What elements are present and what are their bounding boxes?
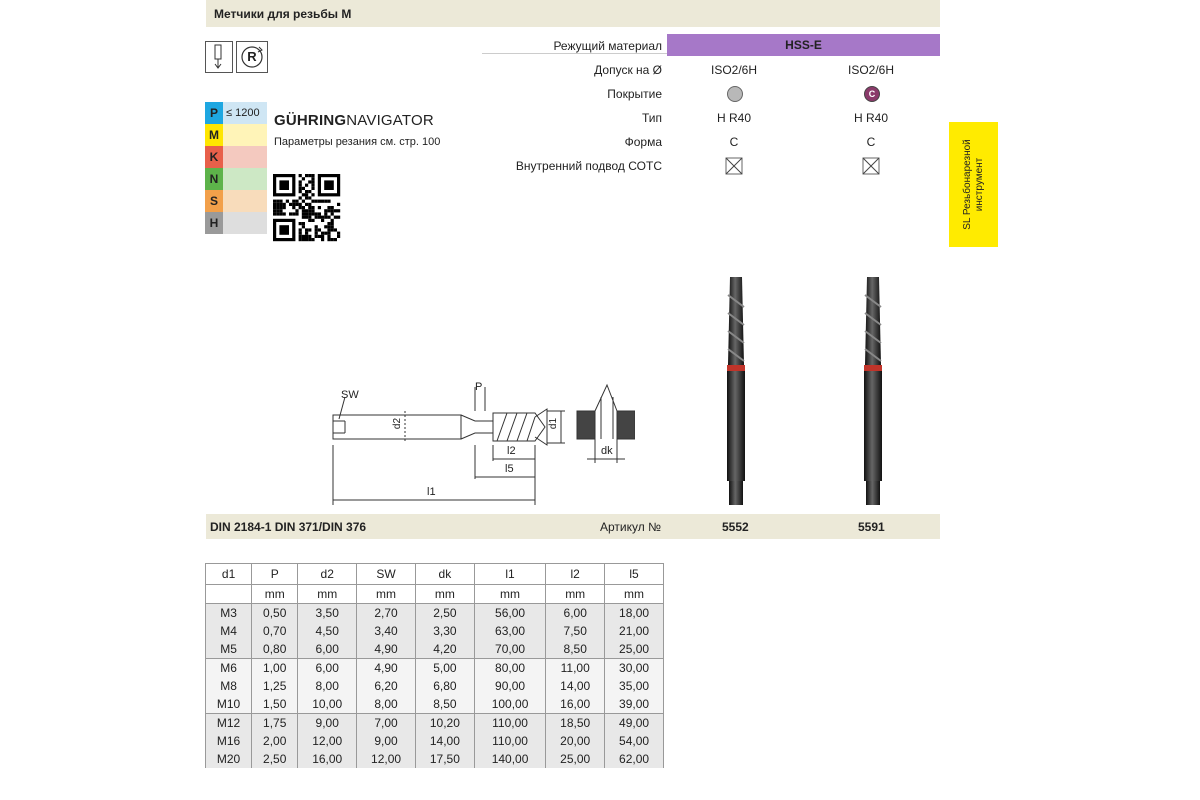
table-cell: 0,70 [252, 622, 298, 640]
table-cell: M6 [206, 659, 252, 678]
article-label: Артикул № [600, 520, 661, 534]
table-row [206, 659, 664, 678]
table-cell: 3,30 [415, 622, 474, 640]
material-group-p: P [205, 102, 223, 124]
table-cell: 21,00 [605, 622, 664, 640]
table-cell: 25,00 [546, 750, 605, 768]
label-dk: dk [601, 445, 613, 457]
navigator-brand-light: NAVIGATOR [346, 112, 434, 129]
table-cell: M10 [206, 695, 252, 714]
table-cell: 8,50 [546, 640, 605, 659]
table-cell: 2,70 [357, 604, 416, 623]
table-header-cell: l5 [605, 564, 664, 585]
col2-tolerance: ISO2/6H [847, 63, 895, 77]
cutting-params-note: Параметры резания см. стр. 100 [274, 136, 441, 148]
table-cell: M4 [206, 622, 252, 640]
category-side-tag [949, 122, 998, 247]
prop-type-label: Тип [641, 111, 662, 125]
table-cell: 35,00 [605, 677, 664, 695]
coating-c-icon [831, 87, 911, 111]
col1-form: C [729, 135, 739, 149]
table-cell: 39,00 [605, 695, 664, 714]
table-header-cell: d1 [206, 564, 252, 585]
table-cell: 54,00 [605, 732, 664, 750]
table-cell: 17,50 [415, 750, 474, 768]
table-cell: 140,00 [474, 750, 545, 768]
label-sw: SW [341, 389, 359, 401]
table-cell: 14,00 [415, 732, 474, 750]
table-header-cell: l1 [474, 564, 545, 585]
table-cell: 12,00 [298, 732, 357, 750]
table-header-row [206, 564, 664, 585]
prop-cutting-material-label: Режущий материал [553, 39, 662, 53]
label-p: P [475, 381, 483, 393]
table-cell: 5,00 [415, 659, 474, 678]
table-cell: 6,00 [298, 659, 357, 678]
table-cell: 110,00 [474, 732, 545, 750]
table-header-cell: d2 [298, 564, 357, 585]
no-coolant-icon [831, 159, 911, 183]
label-l1: l1 [427, 486, 436, 498]
table-cell: 4,90 [357, 640, 416, 659]
table-row [206, 604, 664, 623]
table-header-cell: mm [357, 585, 416, 604]
standards-label: DIN 2184-1 DIN 371/DIN 376 [210, 520, 367, 534]
table-cell: 49,00 [605, 714, 664, 733]
table-cell: M8 [206, 677, 252, 695]
table-header-cell: dk [415, 564, 474, 585]
table-row [206, 714, 664, 733]
table-cell: 1,75 [252, 714, 298, 733]
table-cell: 2,50 [252, 750, 298, 768]
table-cell: 4,20 [415, 640, 474, 659]
label-l2: l2 [507, 445, 516, 457]
table-cell: 9,00 [357, 732, 416, 750]
table-cell: 3,40 [357, 622, 416, 640]
props-col-1 [694, 63, 774, 183]
table-cell: 6,20 [357, 677, 416, 695]
col2-type: H R40 [853, 111, 888, 125]
tap-image-5591 [859, 275, 887, 510]
table-cell: M3 [206, 604, 252, 623]
table-cell: 62,00 [605, 750, 664, 768]
tap-dimension-drawing [325, 375, 635, 510]
table-cell: 1,50 [252, 695, 298, 714]
table-cell: 70,00 [474, 640, 545, 659]
props-labels [470, 39, 662, 183]
table-cell: 10,20 [415, 714, 474, 733]
table-row [206, 640, 664, 659]
navigator-brand-bold: GÜHRING [274, 112, 347, 129]
table-cell: 4,90 [357, 659, 416, 678]
label-d2: d2 [392, 417, 404, 430]
tap-blind-hole-icon [205, 41, 233, 73]
prop-tolerance-label: Допуск на Ø [594, 63, 662, 77]
table-row [206, 750, 664, 768]
table-cell: 56,00 [474, 604, 545, 623]
table-cell: 25,00 [605, 640, 664, 659]
prop-coating-label: Покрытие [607, 87, 662, 101]
table-cell: 2,50 [415, 604, 474, 623]
cutting-material-value: HSS-E [785, 38, 822, 52]
material-group-h: H [205, 212, 223, 234]
material-group-limit [223, 212, 267, 234]
table-header-cell: mm [474, 585, 545, 604]
label-d1: d1 [548, 417, 560, 430]
table-cell: 100,00 [474, 695, 545, 714]
article-band [206, 514, 940, 539]
table-cell: 6,00 [298, 640, 357, 659]
table-row [206, 732, 664, 750]
table-cell: 8,00 [298, 677, 357, 695]
prop-coolant-label: Внутренний подвод СОТС [515, 159, 662, 173]
right-hand-label: R [247, 49, 257, 64]
table-row [206, 622, 664, 640]
table-cell: 0,80 [252, 640, 298, 659]
article-number-1: 5552 [722, 520, 749, 534]
table-cell: 8,00 [357, 695, 416, 714]
material-group-k: K [205, 146, 223, 168]
dimension-table [205, 563, 664, 768]
category-side-tag-label: SL Резьбонарезной инструмент [961, 139, 985, 230]
label-l5: l5 [505, 463, 514, 475]
table-cell: 63,00 [474, 622, 545, 640]
navigator-logo [274, 112, 434, 129]
table-cell: 110,00 [474, 714, 545, 733]
material-group-limit [223, 190, 267, 212]
table-cell: 1,25 [252, 677, 298, 695]
table-cell: M16 [206, 732, 252, 750]
coating-c-label: C [864, 86, 880, 102]
table-cell: 10,00 [298, 695, 357, 714]
table-cell: 90,00 [474, 677, 545, 695]
table-row [206, 695, 664, 714]
table-units-row [206, 585, 664, 604]
table-cell: 8,50 [415, 695, 474, 714]
right-hand-thread-icon [236, 41, 268, 73]
table-cell: 9,00 [298, 714, 357, 733]
table-cell: 7,00 [357, 714, 416, 733]
material-group-limit [223, 124, 267, 146]
table-cell: 18,00 [605, 604, 664, 623]
col1-tolerance: ISO2/6H [710, 63, 758, 77]
table-header-cell [206, 585, 252, 604]
table-header-cell: mm [605, 585, 664, 604]
table-cell: 80,00 [474, 659, 545, 678]
article-number-2: 5591 [858, 520, 885, 534]
table-header-cell: mm [298, 585, 357, 604]
table-cell: 6,80 [415, 677, 474, 695]
table-header-cell: P [252, 564, 298, 585]
table-cell: 30,00 [605, 659, 664, 678]
material-group-limit [223, 146, 267, 168]
table-cell: 7,50 [546, 622, 605, 640]
table-header-cell: mm [415, 585, 474, 604]
page-header [206, 0, 940, 27]
material-group-s: S [205, 190, 223, 212]
prop-form-label: Форма [624, 135, 662, 149]
props-col-2 [831, 63, 911, 183]
material-group-m: M [205, 124, 223, 146]
table-header-cell: mm [252, 585, 298, 604]
material-group-limit: ≤ 1200 [223, 102, 267, 124]
table-cell: 0,50 [252, 604, 298, 623]
cutting-material-bar [667, 34, 940, 56]
table-cell: 20,00 [546, 732, 605, 750]
table-header-cell: SW [357, 564, 416, 585]
table-header-cell: l2 [546, 564, 605, 585]
table-cell: M5 [206, 640, 252, 659]
col2-form: C [866, 135, 876, 149]
table-cell: 4,50 [298, 622, 357, 640]
qr-code [273, 170, 341, 246]
page-title: Метчики для резьбы М [214, 7, 352, 21]
table-cell: 1,00 [252, 659, 298, 678]
table-cell: M12 [206, 714, 252, 733]
table-cell: 14,00 [546, 677, 605, 695]
table-header-cell: mm [546, 585, 605, 604]
table-cell: 6,00 [546, 604, 605, 623]
table-cell: 11,00 [546, 659, 605, 678]
no-coolant-icon [694, 159, 774, 183]
tap-image-5552 [722, 275, 750, 510]
material-group-n: N [205, 168, 223, 190]
table-cell: 18,50 [546, 714, 605, 733]
table-cell: 12,00 [357, 750, 416, 768]
coating-uncoated-icon [694, 87, 774, 111]
table-cell: 16,00 [546, 695, 605, 714]
table-row [206, 677, 664, 695]
col1-type: H R40 [716, 111, 751, 125]
table-cell: 2,00 [252, 732, 298, 750]
table-cell: 3,50 [298, 604, 357, 623]
table-cell: 16,00 [298, 750, 357, 768]
table-cell: M20 [206, 750, 252, 768]
material-group-limit [223, 168, 267, 190]
